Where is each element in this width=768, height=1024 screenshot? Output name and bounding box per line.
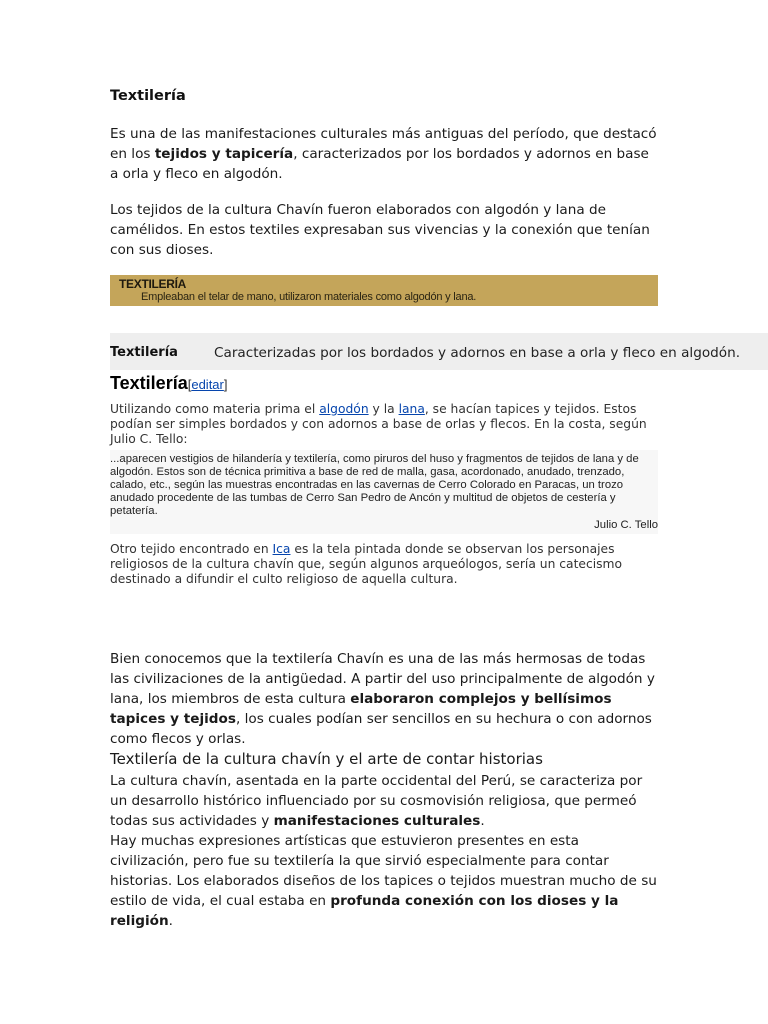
wiki-heading-text: Textilería — [110, 373, 188, 393]
wiki-p1-c: , se hacían tapices y tejidos. Estos podían ser simples bordados y con adornos a base de orlas y flecos. En la costa, según Julio C. Tello: — [110, 402, 647, 446]
expresiones-paragraph — [110, 831, 658, 931]
edit-link[interactable]: editar — [191, 377, 224, 392]
p4-text-bold: manifestaciones culturales — [273, 813, 481, 829]
p5-text-a: Hay muchas expresiones artísticas que estuvieron presentes en esta civilización, pero fue su textilería la que sirvió especialmente para contar historias. Los elaborados diseños de los tapices o tejidos muestran mucho de su estilo de vida, el cual estaba en — [110, 833, 657, 909]
wiki-paragraph-1 — [110, 402, 658, 447]
edit-section — [188, 377, 228, 392]
definition-term: Textilería — [110, 345, 178, 360]
p3-text-b: , los cuales podían ser sencillos en su hechura o con adornos como flecos y orlas. — [110, 711, 652, 747]
p4-text-b: . — [480, 813, 485, 829]
textileria-banner — [110, 275, 658, 306]
intro-paragraph — [110, 124, 658, 184]
p5-text-b: . — [168, 913, 173, 929]
edit-close-bracket: ] — [223, 377, 228, 392]
p3-text-bold: elaboraron complejos y bellísimos tapices y tejidos — [110, 691, 612, 727]
edit-open-bracket: [ — [187, 377, 192, 392]
quote-box — [110, 450, 658, 534]
hermosas-paragraph — [110, 649, 655, 749]
intro-text-b: , caracterizados por los bordados y adornos en base a orla y fleco en algodón. — [110, 146, 649, 182]
historia-paragraphs — [110, 771, 658, 931]
chavin-paragraph: Los tejidos de la cultura Chavín fueron elaborados con algodón y lana de camélidos. En estos textiles expresaban sus vivencias y la conexión que tenían con sus dioses. — [110, 202, 650, 258]
definition-description: Caracterizadas por los bordados y adornos en base a orla y fleco en algodón. — [214, 345, 741, 361]
wiki-p2-a: Otro tejido encontrado en — [110, 542, 273, 556]
p5-text-bold: profunda conexión con los dioses y la religión — [110, 893, 619, 929]
wiki-p1-b: y la — [368, 402, 399, 416]
p3-text-a: Bien conocemos que la textilería Chavín es una de las más hermosas de todas las civilizaciones de la antigüedad. A partir del uso principalmente de algodón y lana, los miembros de esta cultura — [110, 651, 655, 707]
cosmovision-paragraph — [110, 771, 658, 831]
wiki-p1-a: Utilizando como materia prima el — [110, 402, 320, 416]
wiki-p2-b: es la tela pintada donde se observan los personajes religiosos de la cultura chavín que, según algunos arqueólogos, sería un catecismo destinado a difundir el culto religioso de aquella cultura. — [110, 542, 623, 586]
wiki-paragraph-2 — [110, 542, 658, 587]
wiki-heading — [110, 373, 228, 394]
quote-author: Julio C. Tello — [594, 519, 658, 531]
quote-text: ...aparecen vestigios de hilandería y textilería, como piruros del huso y fragmentos de tejidos de lana y de algodón. Estos son de técnica primitiva a base de red de malla, gasa, acordonado, anudado, trenzado, calado, etc., según las muestras encontradas en las cavernas de Cerro Colorado en Paracas, un trozo anudado procedente de las tumbas de Cerro San Pedro de Ancón y multitud de objetos de cestería y petatería. — [110, 453, 639, 517]
definition-row — [110, 333, 768, 370]
banner-title: TEXTILERÍA — [119, 277, 187, 291]
banner-subtitle: Empleaban el telar de mano, utilizaron materiales como algodón y lana. — [141, 291, 477, 303]
algodon-link[interactable]: algodón — [319, 402, 369, 416]
intro-text-a: Es una de las manifestaciones culturales más antiguas del período, que destacó en los — [110, 126, 657, 162]
subheading: Textilería de la cultura chavín y el arte de contar historias — [110, 750, 543, 768]
p4-text-a: La cultura chavín, asentada en la parte occidental del Perú, se caracteriza por un desarrollo histórico influenciado por su cosmovisión religiosa, que permeó todas sus actividades y — [110, 773, 643, 829]
intro-text-bold: tejidos y tapicería — [154, 146, 294, 162]
ica-link[interactable]: Ica — [272, 542, 291, 556]
section-title: Textilería — [110, 88, 186, 104]
lana-link[interactable]: lana — [398, 402, 425, 416]
